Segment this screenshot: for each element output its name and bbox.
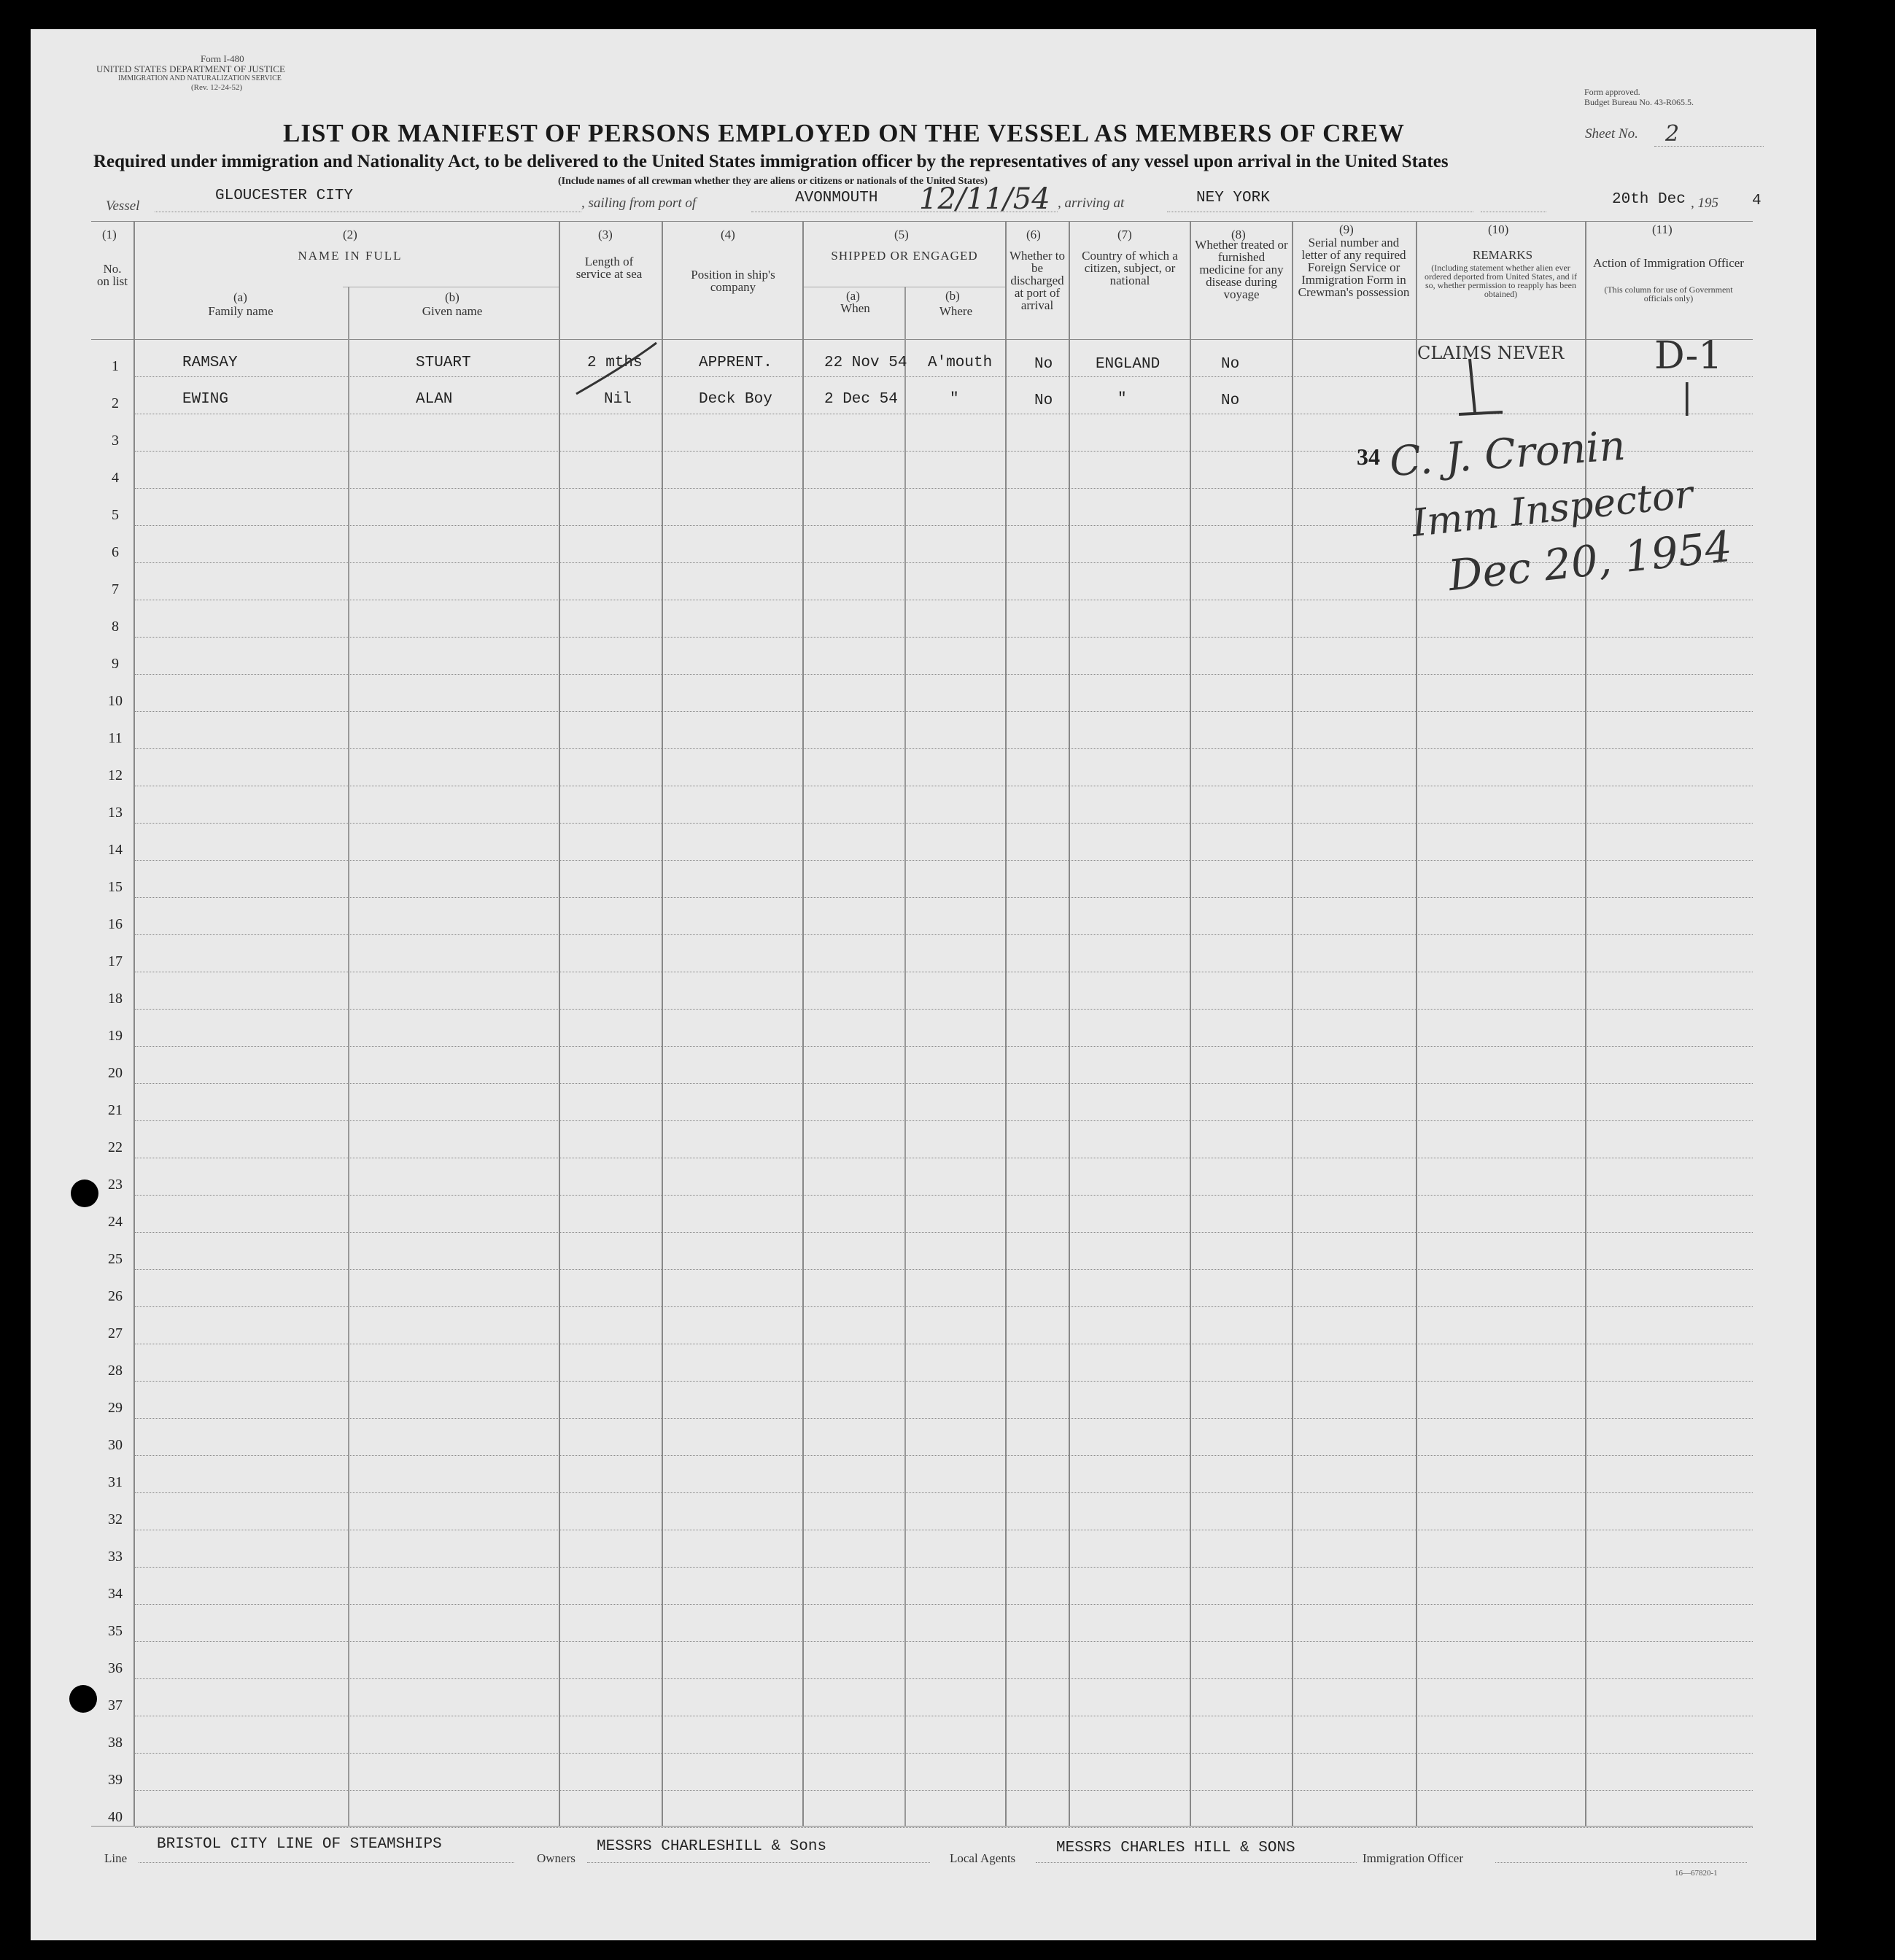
year-prefix: , 195 bbox=[1691, 195, 1718, 211]
row-number: 13 bbox=[108, 805, 123, 821]
row-number: 40 bbox=[108, 1809, 123, 1825]
crew-1-country: ENGLAND bbox=[1096, 356, 1160, 373]
col6-number: (6) bbox=[1026, 228, 1041, 241]
budget-bureau-number: Budget Bureau No. 43-R065.5. bbox=[1584, 97, 1694, 107]
vessel-name: GLOUCESTER CITY bbox=[215, 187, 354, 204]
page-subtitle: Required under immigration and Nationality Act, to be delivered to the United States immigration officer by the representatives of any vessel upon arrival in the United States bbox=[93, 152, 1449, 171]
crew-2-medicine: No bbox=[1221, 392, 1240, 409]
sailing-label: , sailing from port of bbox=[581, 195, 697, 211]
crew-2-country: " bbox=[1117, 391, 1127, 408]
line-value: BRISTOL CITY LINE OF STEAMSHIPS bbox=[157, 1836, 442, 1853]
row-number: 20 bbox=[108, 1065, 123, 1081]
year-suffix: 4 bbox=[1752, 193, 1762, 209]
col1-number: (1) bbox=[102, 228, 117, 241]
row-number: 6 bbox=[112, 544, 119, 560]
col2a-label: Family name bbox=[208, 304, 274, 318]
row-number: 22 bbox=[108, 1139, 123, 1155]
col10-note: (Including statement whether alien ever ordered deported from United States, and if so, whether permission to reapply has been obtained) bbox=[1425, 263, 1577, 299]
col2-number: (2) bbox=[343, 228, 357, 241]
row-number: 39 bbox=[108, 1772, 123, 1788]
col3-number: (3) bbox=[598, 228, 613, 241]
row-number: 33 bbox=[108, 1549, 123, 1565]
crew-1-given-name: STUART bbox=[416, 355, 471, 371]
row-number: 15 bbox=[108, 879, 123, 895]
col6-label: Whether to be discharged at port of arrival bbox=[1009, 249, 1065, 312]
crew-1-family-name: RAMSAY bbox=[182, 355, 238, 371]
form-number: Form I-480 bbox=[201, 53, 244, 64]
row-number: 29 bbox=[108, 1400, 123, 1416]
row-number: 1 bbox=[112, 358, 119, 374]
col3-label: Length of service at sea bbox=[576, 255, 643, 281]
col2-label: NAME IN FULL bbox=[298, 249, 403, 263]
crew-2-where: " bbox=[950, 391, 959, 408]
row-number: 35 bbox=[108, 1623, 123, 1639]
row-number: 18 bbox=[108, 991, 123, 1007]
row-number: 38 bbox=[108, 1735, 123, 1751]
print-code: 16—67820-1 bbox=[1675, 1869, 1718, 1878]
col5a-number: (a) bbox=[846, 289, 860, 303]
include-note: (Include names of all crewman whether they are aliens or citizens or nationals of the United States) bbox=[558, 176, 988, 187]
row-number: 17 bbox=[108, 953, 123, 969]
crew-2-service: Nil bbox=[604, 391, 632, 408]
row-number: 7 bbox=[112, 581, 119, 597]
row-number: 11 bbox=[108, 730, 123, 746]
crew-1-when: 22 Nov 54 bbox=[824, 355, 907, 371]
local-agents-label: Local Agents bbox=[950, 1851, 1016, 1865]
crew-1-where: A'mouth bbox=[928, 355, 993, 371]
row-number: 36 bbox=[108, 1660, 123, 1676]
row-number: 25 bbox=[108, 1251, 123, 1267]
row-number: 12 bbox=[108, 767, 123, 783]
inspector-title: Imm Inspector bbox=[1409, 472, 1695, 546]
col7-number: (7) bbox=[1117, 228, 1132, 241]
col5b-label: Where bbox=[939, 304, 973, 318]
col11-number: (11) bbox=[1652, 222, 1673, 236]
sailing-date-handwritten: 12/11/54 bbox=[919, 182, 1050, 216]
col5-number: (5) bbox=[894, 228, 909, 241]
page-title: LIST OR MANIFEST OF PERSONS EMPLOYED ON THE VESSEL AS MEMBERS OF CREW bbox=[283, 119, 1406, 147]
owners-value: MESSRS CHARLESHILL & Sons bbox=[597, 1838, 827, 1855]
row-number: 10 bbox=[108, 693, 123, 709]
row-number: 27 bbox=[108, 1325, 123, 1341]
col9-number: (9) bbox=[1339, 222, 1354, 236]
row-number: 30 bbox=[108, 1437, 123, 1453]
crew-1-service: 2 mths bbox=[587, 355, 643, 371]
row-number: 32 bbox=[108, 1511, 123, 1527]
col2b-number: (b) bbox=[445, 290, 460, 304]
arrival-date: 20th Dec bbox=[1612, 191, 1686, 208]
col11-label: Action of Immigration Officer bbox=[1593, 256, 1744, 270]
form-revision: (Rev. 12-24-52) bbox=[191, 83, 243, 92]
col5-label: SHIPPED OR ENGAGED bbox=[831, 249, 978, 263]
inspector-signature: C. J. Cronin bbox=[1388, 422, 1627, 487]
row-number: 9 bbox=[112, 656, 119, 672]
row-number: 4 bbox=[112, 470, 119, 486]
row-number: 3 bbox=[112, 433, 119, 449]
line-label: Line bbox=[104, 1851, 128, 1865]
crew-2-given-name: ALAN bbox=[416, 391, 453, 408]
inspection-date: Dec 20, 1954 bbox=[1446, 521, 1735, 601]
crew-1-discharged: No bbox=[1034, 356, 1053, 373]
vessel-label: Vessel bbox=[106, 198, 140, 214]
sailing-port: AVONMOUTH bbox=[795, 190, 878, 206]
crew-1-position: APPRENT. bbox=[699, 355, 772, 371]
col7-label: Country of which a citizen, subject, or national bbox=[1082, 249, 1178, 287]
col2a-number: (a) bbox=[233, 290, 247, 304]
crew-1-medicine: No bbox=[1221, 356, 1240, 373]
col4-number: (4) bbox=[721, 228, 735, 241]
row-number: 19 bbox=[108, 1028, 123, 1044]
immigration-officer-label: Immigration Officer bbox=[1363, 1851, 1464, 1865]
col9-label: Serial number and letter of any required Foreign Service or Immigration Form in Crewman's possession bbox=[1298, 236, 1410, 299]
crew-count-annotation: 34 bbox=[1357, 443, 1380, 470]
col10-number: (10) bbox=[1488, 222, 1509, 236]
service-name: IMMIGRATION AND NATURALIZATION SERVICE bbox=[118, 74, 282, 82]
col4-label: Position in ship's company bbox=[691, 268, 775, 294]
arriving-label: , arriving at bbox=[1058, 195, 1125, 211]
row-number: 14 bbox=[108, 842, 123, 858]
row-number: 2 bbox=[112, 395, 119, 411]
crew-2-family-name: EWING bbox=[182, 391, 229, 408]
sheet-number: 2 bbox=[1665, 121, 1680, 147]
crew-1-action: D-1 bbox=[1654, 334, 1723, 378]
col5b-number: (b) bbox=[945, 289, 960, 303]
row-number: 37 bbox=[108, 1697, 123, 1713]
row-number: 28 bbox=[108, 1363, 123, 1379]
col8-number: (8) bbox=[1231, 228, 1246, 241]
sheet-label: Sheet No. bbox=[1585, 126, 1638, 142]
row-number: 23 bbox=[108, 1177, 123, 1193]
arriving-port: NEY YORK bbox=[1196, 190, 1270, 206]
crew-2-position: Deck Boy bbox=[699, 391, 772, 408]
col5a-label: When bbox=[840, 301, 870, 315]
row-number: 24 bbox=[108, 1214, 123, 1230]
crew-1-remarks: CLAIMS NEVER bbox=[1417, 343, 1565, 363]
crew-2-action: | bbox=[1681, 376, 1693, 416]
department-name: UNITED STATES DEPARTMENT OF JUSTICE bbox=[96, 63, 285, 74]
form-approved: Form approved. bbox=[1584, 87, 1640, 97]
col2b-label: Given name bbox=[422, 304, 483, 318]
owners-label: Owners bbox=[537, 1851, 576, 1865]
col8-label: Whether treated or furnished medicine for any disease during voyage bbox=[1195, 238, 1288, 301]
row-number: 26 bbox=[108, 1288, 123, 1304]
local-agents-value: MESSRS CHARLES HILL & SONS bbox=[1056, 1840, 1295, 1856]
row-number: 21 bbox=[108, 1102, 123, 1118]
row-number: 31 bbox=[108, 1474, 123, 1490]
row-number: 8 bbox=[112, 619, 119, 635]
col11-note: (This column for use of Government officials only) bbox=[1604, 284, 1733, 303]
col1-label: No. on list bbox=[96, 262, 128, 288]
row-number: 16 bbox=[108, 916, 123, 932]
col10-label: REMARKS bbox=[1472, 248, 1533, 262]
row-number: 5 bbox=[112, 507, 119, 523]
row-number: 34 bbox=[108, 1586, 123, 1602]
crew-2-when: 2 Dec 54 bbox=[824, 391, 898, 408]
crew-2-discharged: No bbox=[1034, 392, 1053, 409]
